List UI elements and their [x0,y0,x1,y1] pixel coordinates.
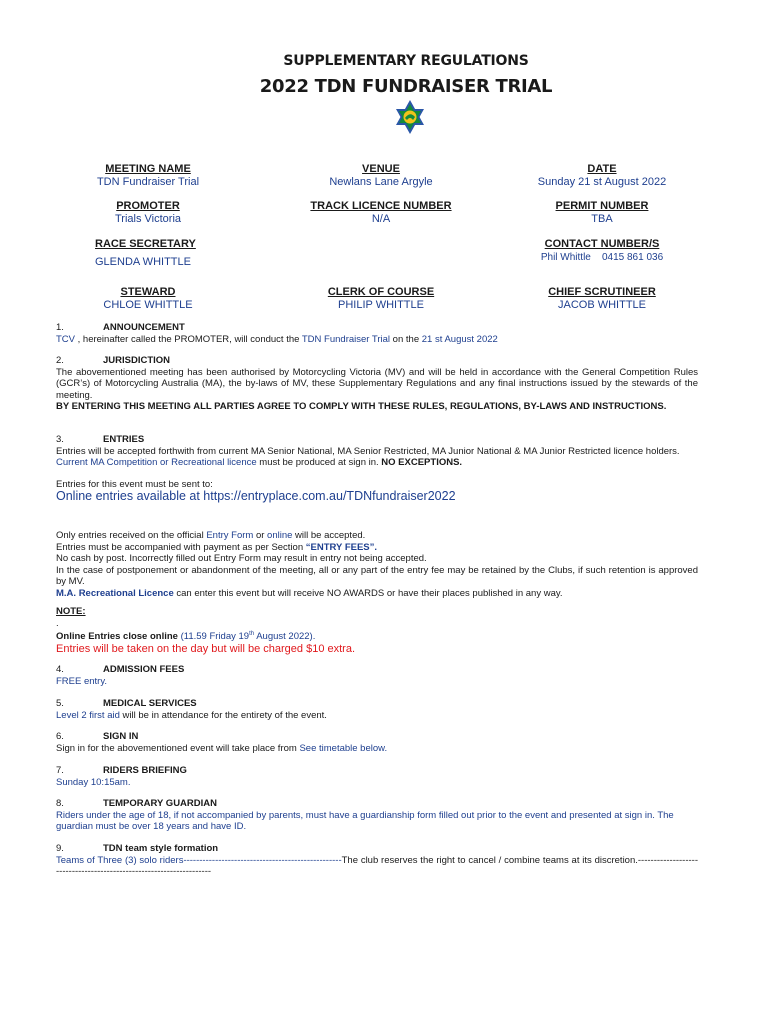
race-secretary-block [95,238,196,269]
venue-label: VENUE [362,163,400,175]
online-close-line [56,629,698,643]
section-entries [56,434,698,469]
section-temporary-guardian [56,798,698,833]
section-jurisdiction [56,355,698,413]
section-number: 2. [56,355,64,366]
online-close-date-suffix: th [249,631,255,637]
section-number: 5. [56,698,64,709]
permit-label: PERMIT NUMBER [555,200,649,212]
licence-requirement: Current MA Competition or Recreational licence [56,457,257,468]
section-admission-fees [56,664,698,687]
steward-block [58,286,238,312]
race-secretary-label: RACE SECRETARY [95,238,196,250]
clerk-label: CLERK OF COURSE [327,286,435,298]
section-announcement [56,322,698,345]
section-heading [56,698,698,710]
briefing-time: Sunday 10:15am. [56,776,131,788]
track-licence-value: N/A [371,213,391,225]
section-heading [56,843,698,855]
date-label: DATE [587,163,617,175]
entries-note [56,606,698,656]
condition-text: or [253,530,268,541]
sign-in-text [56,743,698,755]
entries-condition-line [56,542,698,554]
team-formation-discretion: The club reserves the right to cancel / combine teams at its discretion.-------------------------------------------------------------------- [56,854,699,877]
section-title: ENTRIES [103,434,145,445]
steward-value: CHLOE WHITTLE [103,299,193,311]
promoter-value: Trials Victoria [114,213,182,225]
section-medical-services [56,698,698,721]
entries-text: Entries will be accepted forthwith from current MA Senior National, MA Senior Restricted, MA Junior National & MA Junior Restricted licence holders. [56,445,680,457]
scrutineer-block [512,286,692,312]
first-aid-level: Level 2 first aid [56,709,120,721]
promoter-block [58,200,238,226]
section-number: 7. [56,765,64,776]
sign-in-description: Sign in for the abovementioned event will take place from [56,742,300,754]
promoter-label: PROMOTER [116,200,180,212]
guardian-text: Riders under the age of 18, if not accompanied by parents, must have a guardianship form filled out prior to the event and presented at sign in. The guardian must be over 18 years and have ID. [56,809,674,832]
section-heading [56,322,698,334]
section-body [56,334,698,346]
entries-condition-line: In the case of postponement or abandonment of the meeting, all or any part of the entry fee may be retained by the Clubs, if such retention is approved by MV. [56,564,698,587]
scrutineer-label: CHIEF SCRUTINEER [548,286,656,298]
section-number: 9. [56,843,64,854]
team-formation-description: Teams of Three (3) solo riders-------------------------------------------------- [56,854,342,866]
meeting-name-value: TDN Fundraiser Trial [96,176,200,188]
entries-condition-line: No cash by post. Incorrectly filled out Entry Form may result in entry not being accepted. [56,553,427,564]
medical-description: will be in attendance for the entirety of the event. [119,709,327,721]
announcement-text: , hereinafter called the PROMOTER, will conduct the [75,333,302,345]
section-riders-briefing [56,765,698,788]
entries-text: must be produced at sign in. [256,457,382,468]
entries-sent-to: Entries for this event must be sent to: [56,479,213,490]
meeting-name-label: MEETING NAME [105,163,191,175]
section-number: 8. [56,798,64,809]
star-shield-logo-icon [393,99,427,135]
meeting-name-block [58,163,238,189]
section-team-formation [56,843,698,878]
entry-fees-reference: “ENTRY FEES”. [305,541,378,553]
contact-label: CONTACT NUMBER/S [544,238,660,250]
document-title: 2022 TDN FUNDRAISER TRIAL [259,76,553,97]
race-secretary-value: GLENDA WHITTLE [95,256,191,268]
event-name: TDN Fundraiser Trial [301,333,391,345]
online-link[interactable]: online [267,530,293,541]
team-formation-text [56,855,698,878]
entries-condition-line [56,530,698,542]
entries-conditions [56,530,698,599]
section-heading [56,731,698,743]
section-title: JURISDICTION [103,355,171,366]
section-title: MEDICAL SERVICES [103,698,197,709]
section-title: ANNOUNCEMENT [103,322,185,333]
track-licence-label: TRACK LICENCE NUMBER [310,200,452,212]
condition-text: Only entries received on the official [56,530,207,541]
section-title: ADMISSION FEES [103,664,185,675]
section-heading [56,355,698,367]
section-title: TDN team style formation [103,843,219,854]
announcement-text: on the [390,333,422,345]
condition-text: can enter this event but will receive NO AWARDS or have their places published in any way. [173,587,563,599]
jurisdiction-agreement-text: BY ENTERING THIS MEETING ALL PARTIES AGREE TO COMPLY WITH THESE RULES, REGULATIONS, BY-LAWS AND INSTRUCTIONS. [56,401,667,412]
online-close-label: Online Entries close online [56,631,178,643]
section-heading [56,798,698,810]
section-title: TEMPORARY GUARDIAN [103,798,218,809]
section-title: RIDERS BRIEFING [103,765,187,776]
recreational-licence-text: M.A. Recreational Licence [56,587,174,599]
venue-value: Newlans Lane Argyle [329,176,433,188]
online-entries-link[interactable]: Online entries available at https://entryplace.com.au/TDNfundraiser2022 [56,489,456,503]
venue-block [281,163,481,189]
track-licence-block [281,200,481,226]
steward-label: STEWARD [120,286,176,298]
entries-condition-line [56,588,698,600]
section-title: SIGN IN [103,731,139,742]
section-heading [56,664,698,676]
clerk-value: PHILIP WHITTLE [338,299,424,311]
entry-form-link[interactable]: Entry Form [206,530,254,541]
section-number: 3. [56,434,64,445]
timetable-reference: See timetable below. [299,742,388,754]
section-heading [56,434,698,446]
permit-block [512,200,692,226]
contact-value: Phil Whittle 0415 861 036 [540,252,664,263]
permit-value: TBA [591,213,613,225]
section-sign-in [56,731,698,754]
day-entries-surcharge: Entries will be taken on the day but will be charged $10 extra. [56,642,356,655]
event-date: 21 st August 2022 [421,333,498,345]
admission-fee-text: FREE entry. [56,675,108,687]
online-close-date: (11.59 Friday 19 [177,631,250,643]
document-subtitle: SUPPLEMENTARY REGULATIONS [283,53,529,69]
section-number: 4. [56,664,64,675]
contact-block [512,238,692,264]
section-number: 6. [56,731,64,742]
date-block [512,163,692,189]
no-exceptions-text: NO EXCEPTIONS. [381,457,463,468]
jurisdiction-text: The abovementioned meeting has been authorised by Motorcycling Victoria (MV) and will be held in accordance with the General Competition Rules (GCR’s) of Motorcycling Australia (MA), the by-laws of MV, these Supplementary Regulations and any final instructions issued by the stewards of the meeting. [56,366,698,401]
condition-text: Entries must be accompanied with payment as per Section [56,541,306,553]
note-dot: . [56,617,59,629]
note-heading: NOTE: [56,606,86,617]
entries-licence-text [56,446,698,469]
condition-text: will be accepted. [292,530,366,541]
section-number: 1. [56,322,64,333]
clerk-block [281,286,481,312]
scrutineer-value: JACOB WHITTLE [557,299,646,311]
promoter-abbrev: TCV [56,333,75,345]
online-close-date: August 2022). [254,631,316,643]
section-heading [56,765,698,777]
date-value: Sunday 21 st August 2022 [537,176,667,188]
medical-text [56,710,698,722]
